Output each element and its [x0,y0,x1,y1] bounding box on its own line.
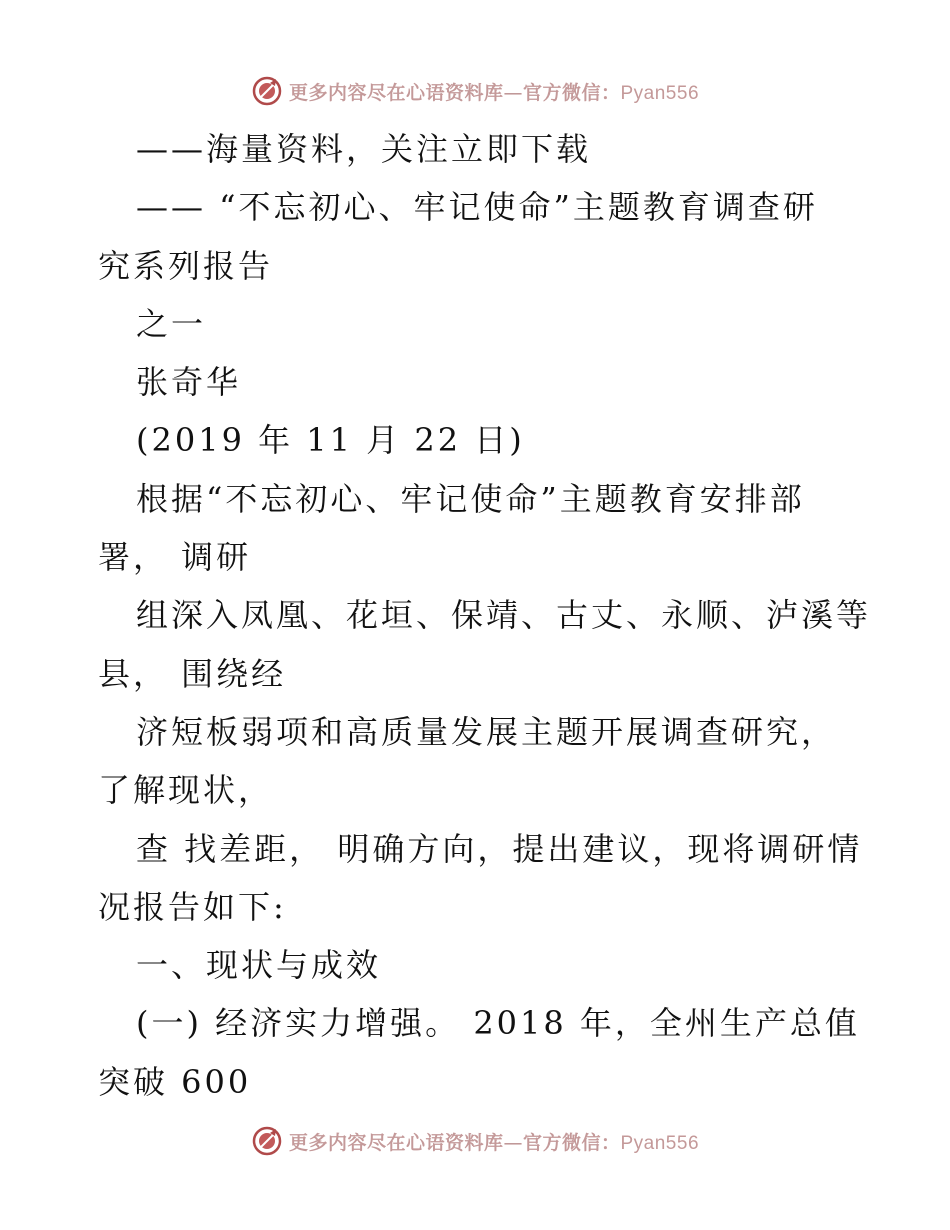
document-line: 况报告如下: [98,887,287,926]
document-line: —— “不忘初心、牢记使命”主题教育调查研 [136,188,818,227]
footer-watermark-banner [0,1121,950,1161]
document-line: 查 找差距， 明确方向，提出建议，现将调研情 [136,829,863,868]
banner-wechat-id: Pyan556 [620,82,700,104]
document-line: 张奇华 [136,363,242,402]
banner-separator: — [503,81,523,104]
header-watermark-banner [0,71,950,111]
document-line: 究系列报告 [98,246,274,285]
document-line: 署， 调研 [98,538,252,577]
document-line: 突破 600 [98,1062,252,1101]
document-line: 了解现状， [98,771,274,810]
banner-wechat-label: 官方微信： [522,1131,621,1154]
banner-wechat-label: 官方微信： [522,81,621,104]
banner-text [289,78,699,105]
document-line: 组深入凤凰、花垣、保靖、古丈、永顺、泸溪等 [136,596,872,635]
document-line: 根据“不忘初心、牢记使命”主题教育安排部 [136,479,805,518]
red-seal-logo-icon [251,1125,283,1157]
document-line: 一、现状与成效 [136,946,382,985]
banner-text [289,1128,699,1155]
document-line: (2019 年 11 月 22 日) [136,421,525,460]
document-line: 之一 [136,304,207,343]
banner-title: 更多内容尽在心语资料库 [288,1131,504,1154]
document-line: 县， 围绕经 [98,654,287,693]
document-body [98,120,872,1111]
document-line: (一) 经济实力增强。 2018 年，全州生产总值 [136,1004,860,1043]
banner-wechat-id: Pyan556 [620,1132,700,1154]
red-seal-logo-icon [251,75,283,107]
banner-separator: — [503,1131,523,1154]
document-line: ——海量资料，关注立即下载 [136,130,592,168]
document-line: 济短板弱项和高质量发展主题开展调查研究， [136,712,837,751]
banner-title: 更多内容尽在心语资料库 [288,81,504,104]
